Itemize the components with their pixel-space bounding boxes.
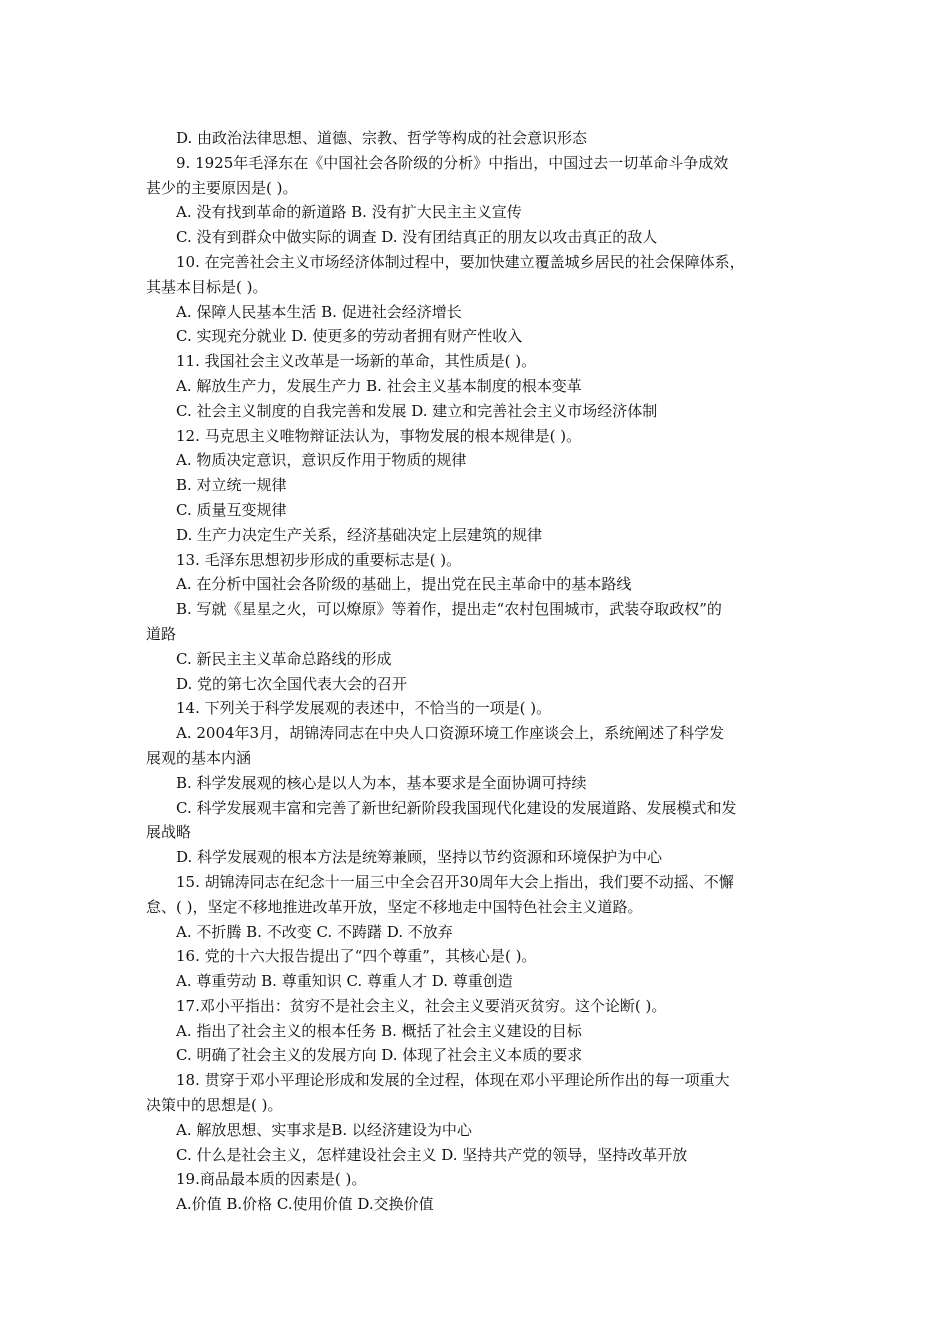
- text-line: 12. 马克思主义唯物辩证法认为，事物发展的根本规律是( )。: [176, 426, 582, 445]
- text-line: A.价值 B.价格 C.使用价值 D.交换价值: [176, 1195, 434, 1214]
- text-line: D. 科学发展观的根本方法是统筹兼顾，坚持以节约资源和环境保护为中心: [176, 848, 663, 867]
- text-line: C. 质量互变规律: [176, 500, 287, 519]
- text-line: B. 写就《星星之火，可以燎原》等着作，提出走“农村包围城市，武装夺取政权”的: [176, 600, 722, 619]
- text-line: A. 保障人民基本生活 B. 促进社会经济增长: [176, 302, 462, 321]
- text-line: D. 生产力决定生产关系，经济基础决定上层建筑的规律: [176, 525, 543, 544]
- text-line: 展战略: [146, 823, 192, 842]
- text-line: 其基本目标是( )。: [146, 277, 268, 296]
- text-line: 14. 下列关于科学发展观的表述中，不恰当的一项是( )。: [176, 699, 552, 718]
- text-line: A. 在分析中国社会各阶级的基础上，提出党在民主革命中的基本路线: [176, 575, 632, 594]
- text-line: A. 物质决定意识，意识反作用于物质的规律: [176, 451, 467, 470]
- text-line: C. 没有到群众中做实际的调查 D. 没有团结真正的朋友以攻击真正的敌人: [176, 228, 658, 247]
- text-line: 9. 1925年毛泽东在《中国社会各阶级的分析》中指出，中国过去一切革命斗争成效: [176, 153, 729, 172]
- text-line: 17.邓小平指出：贫穷不是社会主义，社会主义要消灭贫穷。这个论断( )。: [176, 996, 667, 1015]
- text-line: C. 新民主主义革命总路线的形成: [176, 649, 392, 668]
- text-line: A. 指出了社会主义的根本任务 B. 概括了社会主义建设的目标: [176, 1021, 582, 1040]
- text-line: 道路: [146, 624, 177, 643]
- text-line: 10. 在完善社会主义市场经济体制过程中，要加快建立覆盖城乡居民的社会保障体系，: [176, 252, 745, 271]
- text-line: A. 解放思想、实事求是B. 以经济建设为中心: [176, 1120, 472, 1139]
- text-line: A. 尊重劳动 B. 尊重知识 C. 尊重人才 D. 尊重创造: [176, 972, 513, 991]
- text-line: A. 解放生产力，发展生产力 B. 社会主义基本制度的根本变革: [176, 376, 582, 395]
- text-line: 甚少的主要原因是( )。: [146, 178, 298, 197]
- text-line: D. 由政治法律思想、道德、宗教、哲学等构成的社会意识形态: [176, 129, 588, 147]
- text-line: 怠、( )，坚定不移地推进改革开放，坚定不移地走中国特色社会主义道路。: [146, 897, 643, 916]
- text-line: 13. 毛泽东思想初步形成的重要标志是( )。: [176, 550, 462, 569]
- text-line: C. 什么是社会主义，怎样建设社会主义 D. 坚持共产党的领导，坚持改革开放: [176, 1145, 688, 1164]
- text-line: A. 2004年3月，胡锦涛同志在中央人口资源环境工作座谈会上，系统阐述了科学发: [176, 724, 725, 743]
- text-line: 19.商品最本质的因素是( )。: [176, 1170, 367, 1189]
- text-line: 展观的基本内涵: [146, 748, 252, 767]
- text-line: B. 科学发展观的核心是以人为本，基本要求是全面协调可持续: [176, 773, 587, 792]
- text-line: 16. 党的十六大报告提出了“四个尊重”，其核心是( )。: [176, 947, 537, 966]
- text-line: A. 不折腾 B. 不改变 C. 不踌躇 D. 不放弃: [176, 922, 453, 941]
- text-line: 18. 贯穿于邓小平理论形成和发展的全过程，体现在邓小平理论所作出的每一项重大: [176, 1071, 730, 1090]
- text-line: B. 对立统一规律: [176, 476, 287, 495]
- text-line: C. 实现充分就业 D. 使更多的劳动者拥有财产性收入: [176, 327, 523, 346]
- text-line: C. 明确了社会主义的发展方向 D. 体现了社会主义本质的要求: [176, 1046, 583, 1065]
- text-line: C. 社会主义制度的自我完善和发展 D. 建立和完善社会主义市场经济体制: [176, 401, 658, 420]
- text-line: 15. 胡锦涛同志在纪念十一届三中全会召开30周年大会上指出，我们要不动摇、不懈: [176, 872, 734, 891]
- text-line: D. 党的第七次全国代表大会的召开: [176, 674, 408, 693]
- text-line: A. 没有找到革命的新道路 B. 没有扩大民主主义宣传: [176, 203, 522, 222]
- text-line: 决策中的思想是( )。: [146, 1096, 283, 1115]
- text-line: 11. 我国社会主义改革是一场新的革命，其性质是( )。: [176, 352, 537, 371]
- document-body: [146, 126, 810, 1217]
- text-line: C. 科学发展观丰富和完善了新世纪新阶段我国现代化建设的发展道路、发展模式和发: [176, 798, 737, 817]
